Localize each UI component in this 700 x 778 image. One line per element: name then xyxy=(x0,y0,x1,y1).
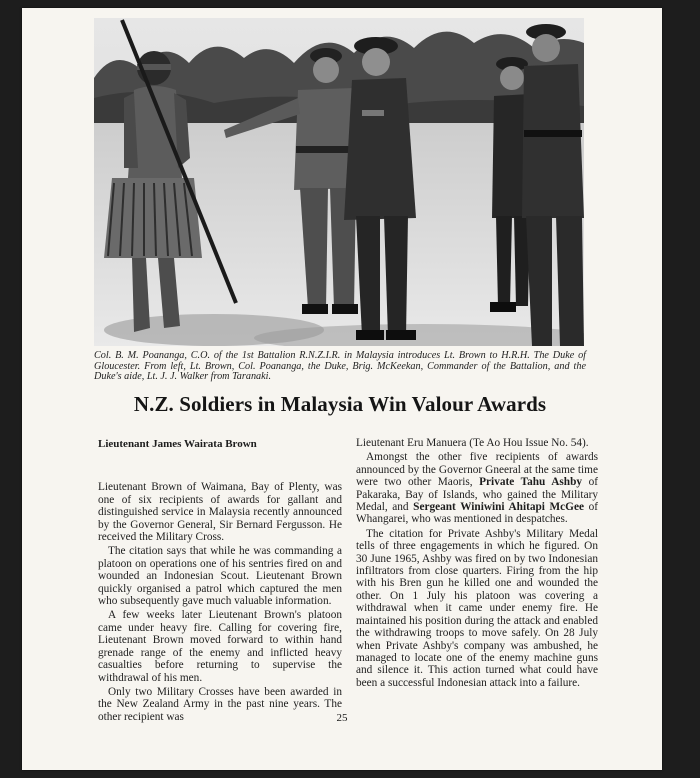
recipient-name: Sergeant Winiwini Ahitapi McGee xyxy=(413,501,584,514)
subhead: Lieutenant James Wairata Brown xyxy=(98,438,257,450)
paragraph: Lieutenant Eru Manuera (Te Ao Hou Issue No. 54). xyxy=(356,437,589,449)
paragraph: A few weeks later Lieutenant Brown's platoon came under heavy fire. Calling for covering fire, Lieutenant Brown moved forward to within hand grenade range of the enemy and inflicted heavy casualties before returning to supervise the withdrawal of his men. xyxy=(98,609,342,684)
text-run: of Whangarei, who was mentioned in despatches. xyxy=(356,501,598,526)
paragraph: The citation says that while he was commanding a platoon on operations one of his sentries fired on and wounded an Indonesian Scout. Lieutenant Brown quickly organised a patrol which captured the men who subsequently gave much valuable information. xyxy=(98,545,342,608)
paragraph: Only two Military Crosses have been awarded in the New Zealand Army in the past nine years. The other recipient was xyxy=(98,685,342,723)
paragraph: The citation for Private Ashby's Military Medal tells of three engagements in which he figured. On 30 June 1965, Ashby was fired on by two Indonesian infiltrators from close quarters. Firing from the hip with his Bren gun he killed one and wounded the other. On 1 July his platoon was covering a withdrawal when it came under enemy fire. He maintained his position during the attack and enabled the withdrawing troops to move safely. On 28 July when Private Ashby's company was ambushed, he managed to locate one of the enemy machine guns and silence it. This action turned what could have been a successful Indonesian attack into a failure. xyxy=(356,527,598,689)
black-and-white-photo-icon xyxy=(94,18,584,346)
article-right-column xyxy=(356,437,598,691)
text-run: of Pakaraka, Bay of Islands, who gained the Military Medal, and xyxy=(356,476,598,514)
article-headline: N.Z. Soldiers in Malaysia Win Valour Awards xyxy=(133,392,547,416)
page-number: 25 xyxy=(336,712,348,724)
article-left-column xyxy=(98,435,342,725)
paragraph xyxy=(356,451,598,525)
photo xyxy=(94,18,584,346)
magazine-page xyxy=(22,8,662,770)
paragraph: Lieutenant Brown of Waimana, Bay of Plenty, was one of six recipients of awards for gallant and distinguished service in Malaysia recently announced by the Governor General, Sir Bernard Fergusson. He received the Military Cross. xyxy=(98,481,342,544)
photo-caption: Col. B. M. Poananga, C.O. of the 1st Battalion R.N.Z.I.R. in Malaysia introduces Lt. Brown to H.R.H. The Duke of Gloucester. From left, Lt. Brown, Col. Poananga, the Duke, Brig. McKeekan, Commander of the Battalion, and the Duke's aide, Lt. J. J. Walker from Taranaki. xyxy=(94,350,586,383)
text-run: Amongst the other five recipients of awards announced by the Governor Gneeral at the same time were two other Maoris, xyxy=(356,451,598,489)
recipient-name: Private Tahu Ashby xyxy=(479,476,583,489)
